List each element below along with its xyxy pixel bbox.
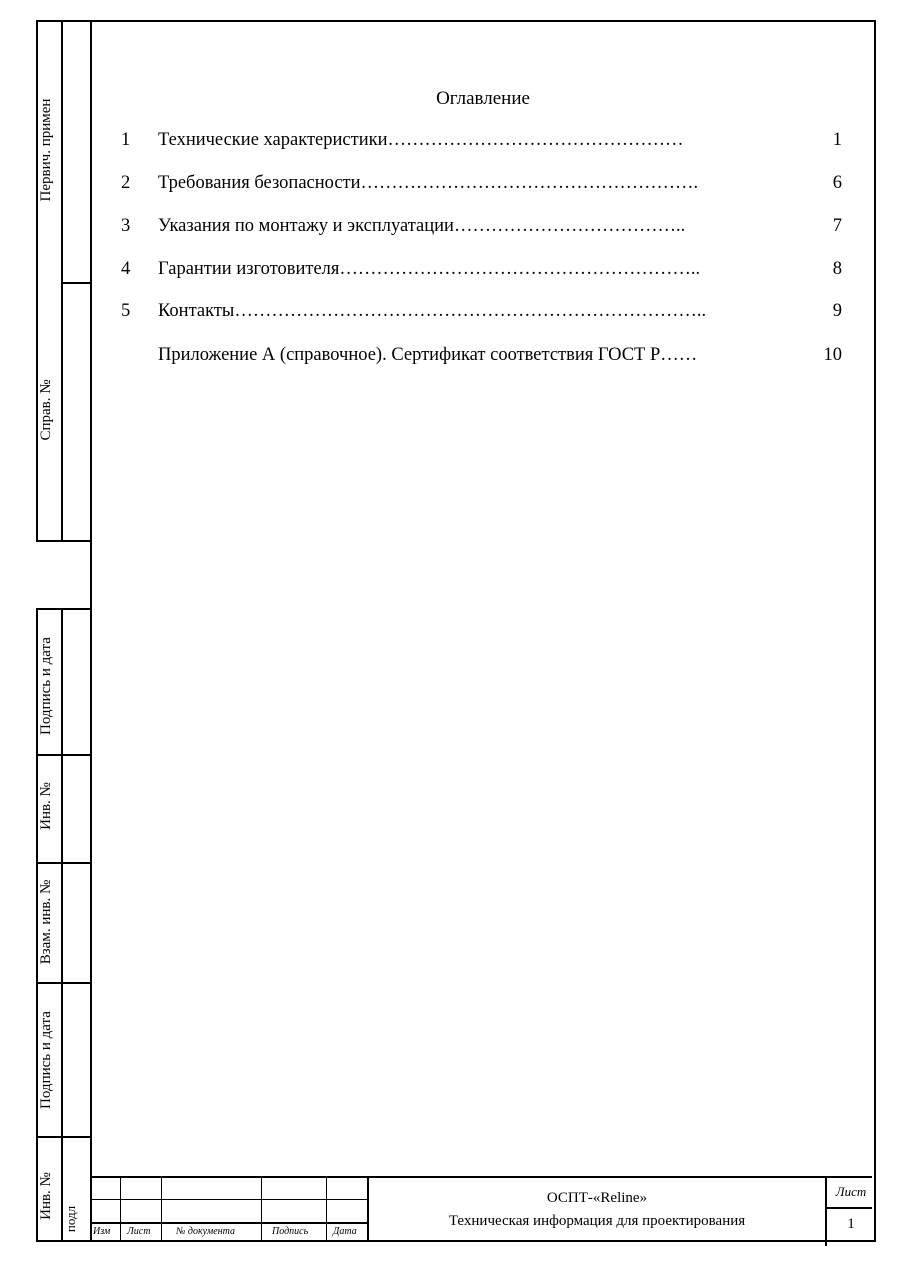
stamp-line bbox=[326, 1176, 327, 1242]
side-label-pervich: Первич. примен bbox=[38, 98, 54, 202]
toc-item-page: 10 bbox=[823, 345, 842, 365]
side-label-sprav: Справ. № bbox=[38, 379, 54, 441]
toc-item-number: 1 bbox=[121, 130, 131, 150]
side-label-inv-podl: Инв. № bbox=[38, 1172, 54, 1220]
toc-item bbox=[0, 130, 905, 156]
side-divider bbox=[61, 608, 63, 1242]
title-block bbox=[90, 1176, 876, 1242]
toc-item-number: 2 bbox=[121, 173, 131, 193]
toc-item-number: 3 bbox=[121, 216, 131, 236]
toc-item-number: 4 bbox=[121, 259, 131, 279]
stamp-line bbox=[367, 1176, 369, 1242]
stamp-line bbox=[261, 1176, 262, 1242]
toc-item-page: 9 bbox=[832, 301, 842, 321]
toc-item-text: Технические характеристики………………………………………… bbox=[158, 130, 684, 150]
stamp-label-podpis: Подпись bbox=[272, 1226, 309, 1237]
stamp-line bbox=[90, 1176, 872, 1178]
toc-item-text: Требования безопасности………………………………………………. bbox=[158, 173, 699, 193]
toc-item-page: 6 bbox=[832, 173, 842, 193]
toc-item-text: Приложение А (справочное). Сертификат соответствия ГОСТ Р…… bbox=[158, 345, 698, 365]
document-title: Техническая информация для проектирования bbox=[448, 1213, 746, 1229]
toc-item-page: 1 bbox=[832, 130, 842, 150]
toc-item-number: 5 bbox=[121, 301, 131, 321]
toc-item bbox=[0, 216, 905, 242]
side-label-podpis2: Подпись и дата bbox=[38, 1011, 54, 1109]
side-label-inv: Инв. № bbox=[38, 782, 54, 830]
toc-item-text: Гарантии изготовителя………………………………………………….. bbox=[158, 259, 701, 279]
stamp-line bbox=[826, 1207, 872, 1209]
side-label-vzam: Взам. инв. № bbox=[38, 879, 54, 965]
stamp-line bbox=[161, 1176, 162, 1242]
toc-item-page: 7 bbox=[832, 216, 842, 236]
side-label-podl: подл bbox=[63, 1205, 78, 1233]
stamp-label-data: Дата bbox=[333, 1226, 357, 1237]
side-label-podpis: Подпись и дата bbox=[38, 637, 54, 735]
toc-item-text: Указания по монтажу и эксплуатации……………………………….. bbox=[158, 216, 686, 236]
side-divider bbox=[36, 982, 92, 984]
toc-item-text: Контакты………………………………………………………………….. bbox=[158, 301, 707, 321]
toc-title: Оглавление bbox=[436, 88, 530, 109]
document-code: ОСПТ-«Reline» bbox=[546, 1190, 648, 1206]
toc-item bbox=[0, 259, 905, 285]
stamp-label-list: Лист bbox=[127, 1226, 151, 1237]
sheet-number: 1 bbox=[847, 1216, 855, 1232]
toc-item bbox=[0, 173, 905, 199]
toc-item bbox=[0, 345, 905, 371]
side-divider bbox=[36, 1136, 92, 1138]
stamp-label-izm: Изм bbox=[93, 1226, 111, 1237]
stamp-line bbox=[120, 1176, 121, 1242]
stamp-label-doc: № документа bbox=[176, 1226, 235, 1237]
toc-item bbox=[0, 301, 905, 327]
page-frame bbox=[90, 20, 876, 1242]
toc-item-page: 8 bbox=[832, 259, 842, 279]
sheet-label: Лист bbox=[835, 1184, 867, 1199]
